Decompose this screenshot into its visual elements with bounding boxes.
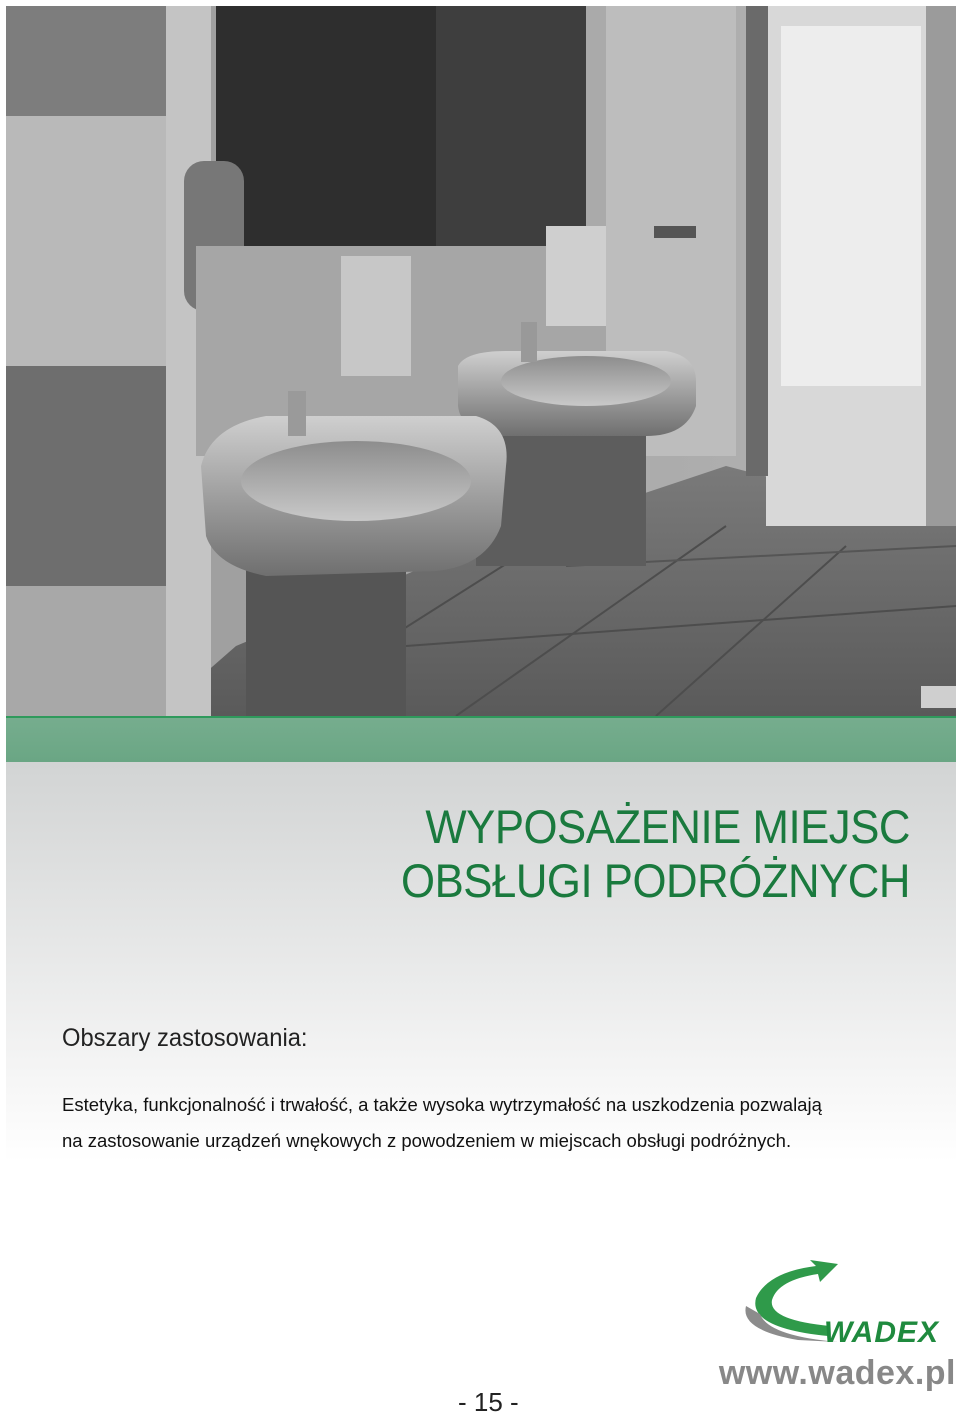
body-line-2: na zastosowanie urządzeń wnękowych z powodzeniem w miejscach obsługi podróżnych. [62,1130,792,1151]
washroom-photo [6,6,956,716]
washroom-photo-icon [6,6,956,716]
page-number: - 15 - [458,1387,519,1417]
section-body [62,1087,942,1159]
wadex-logo [738,1258,958,1350]
section-subtitle: Obszary zastosowania: [62,1024,308,1052]
green-band [6,716,956,762]
website-url[interactable]: www.wadex.pl [718,1354,956,1392]
logo-text: WADEX [824,1316,940,1349]
body-line-1: Estetyka, funkcjonalność i trwałość, a także wysoka wytrzymałość na uszkodzenia pozwalają [62,1094,822,1115]
page-title [259,800,910,908]
page-title-line1: WYPOSAŻENIE MIEJSC [425,800,910,853]
wadex-swoosh-logo-icon [738,1258,958,1350]
page-title-line2: OBSŁUGI PODRÓŻNYCH [401,854,910,907]
